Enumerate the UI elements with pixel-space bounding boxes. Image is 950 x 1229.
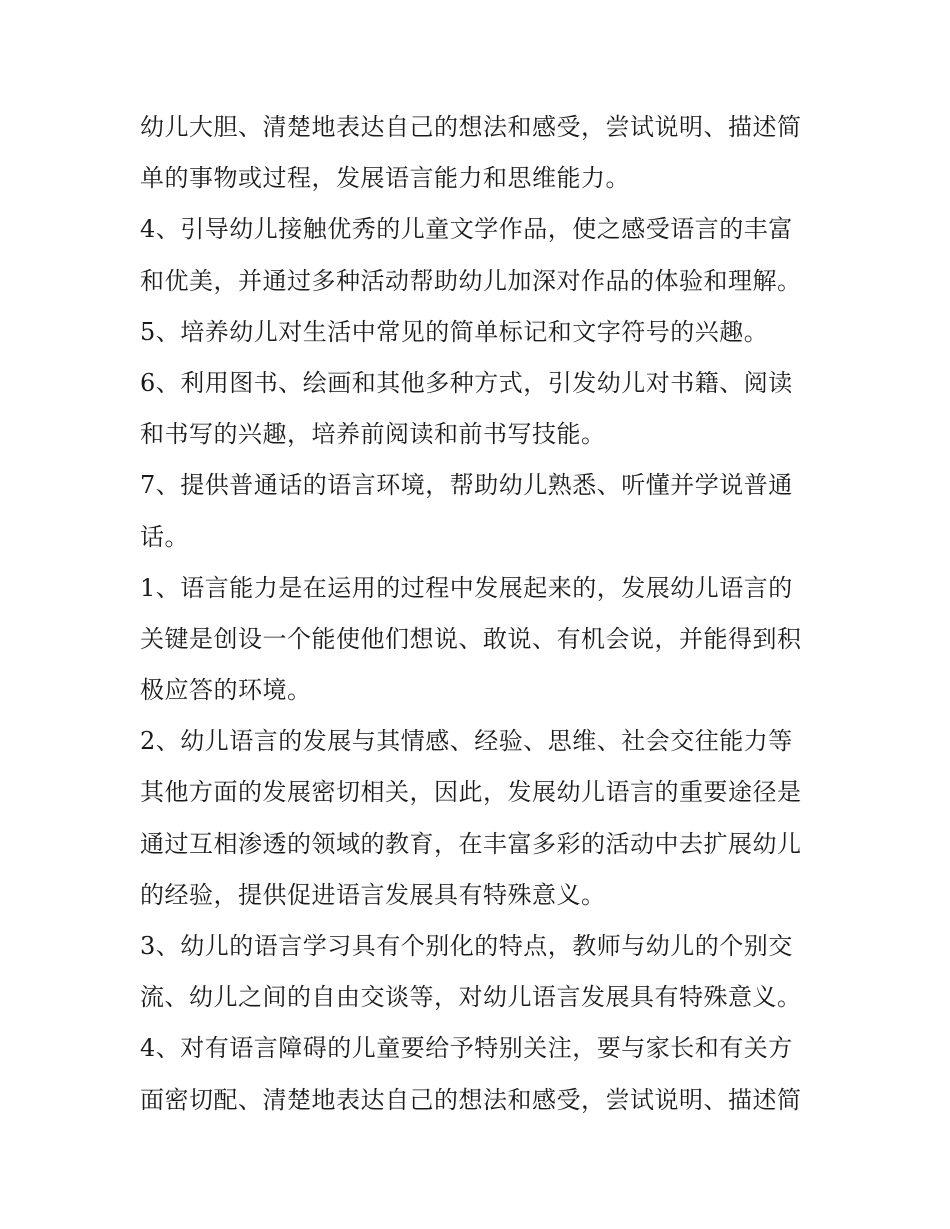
text-line: 和优美，并通过多种活动帮助幼儿加深对作品的体验和理解。 (140, 266, 802, 295)
text-line: 流、幼儿之间的自由交谈等，对幼儿语言发展具有特殊意义。 (140, 983, 802, 1012)
text-line: 面密切配、清楚地表达自己的想法和感受，尝试说明、描述简 (140, 1085, 802, 1114)
text-line: 7、提供普通话的语言环境，帮助幼儿熟悉、听懂并学说普通 (140, 471, 793, 500)
text-line: 话。 (140, 522, 189, 551)
text-line: 2、幼儿语言的发展与其情感、经验、思维、社会交往能力等 (140, 727, 793, 756)
text-line: 的经验，提供促进语言发展具有特殊意义。 (140, 880, 606, 909)
text-line: 和书写的兴趣，培养前阅读和前书写技能。 (140, 420, 606, 449)
text-line: 幼儿大胆、清楚地表达自己的想法和感受，尝试说明、描述简 (140, 113, 802, 141)
text-line: 关键是创设一个能使他们想说、敢说、有机会说，并能得到积 (140, 624, 802, 653)
text-line: 4、对有语言障碍的儿童要给予特别关注，要与家长和有关方 (140, 1034, 793, 1063)
text-line: 5、培养幼儿对生活中常见的简单标记和文字符号的兴趣。 (140, 317, 769, 346)
text-line: 其他方面的发展密切相关，因此，发展幼儿语言的重要途径是 (140, 778, 802, 807)
text-line: 4、引导幼儿接触优秀的儿童文学作品，使之感受语言的丰富 (140, 215, 793, 244)
document-body (140, 102, 820, 1126)
text-line: 3、幼儿的语言学习具有个别化的特点，教师与幼儿的个别交 (140, 932, 793, 960)
text-line: 6、利用图书、绘画和其他多种方式，引发幼儿对书籍、阅读 (140, 368, 793, 397)
text-line: 极应答的环境。 (140, 676, 312, 705)
text-line: 1、语言能力是在运用的过程中发展起来的，发展幼儿语言的 (140, 573, 793, 602)
text-line: 单的事物或过程，发展语言能力和思维能力。 (140, 164, 630, 193)
text-line: 通过互相渗透的领域的教育，在丰富多彩的活动中去扩展幼儿 (140, 829, 802, 858)
